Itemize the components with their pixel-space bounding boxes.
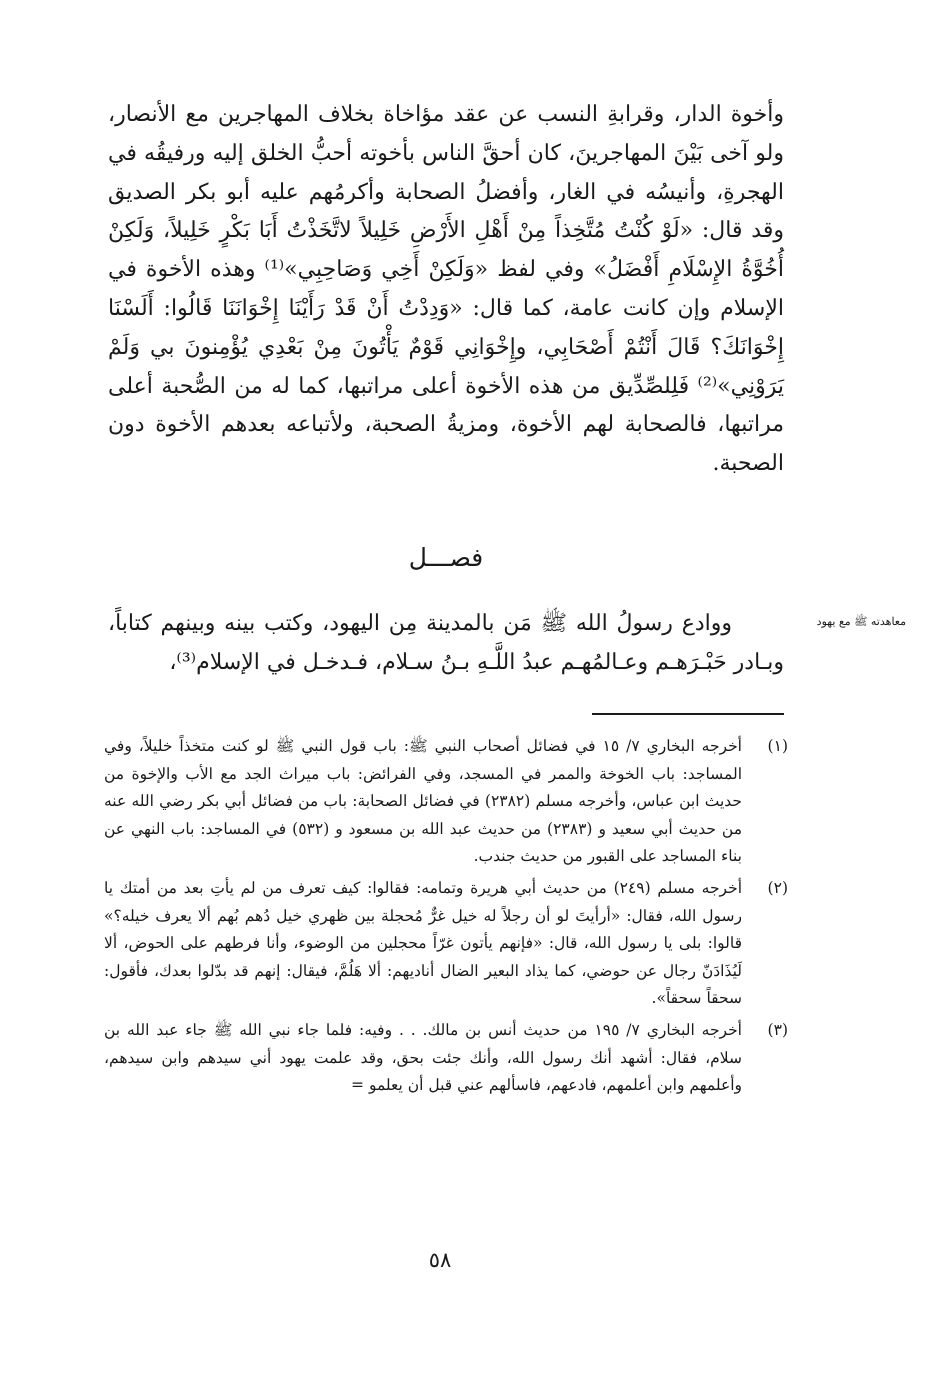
- section-paragraph: ووادع رسولُ الله ﷺ مَن بالمدينة مِن اليهود، وكتب بينه وبينهم كتاباً، وبـادر حَبْـرَهـم وعـالمُهـم عبدُ اللَّـهِ بـنُ سـلام، فـدخـل في الإسلام⁽³⁾،: [108, 611, 784, 675]
- margin-note: معاهدته ﷺ مع يهود: [816, 615, 906, 628]
- footnote-number: (١): [767, 737, 788, 755]
- footnote-text: أخرجه مسلم (٢٤٩) من حديث أبي هريرة وتمامه: فقالوا: كيف تعرف من لم يأتِ بعد من أمتك يا رسول الله، فقال: «أرأيتَ لو أن رجلاً له خيل غرٌّ مُحجلة بين ظهري خيل دُهم بُهم ألا يعرف خيله؟» قالوا: بلى يا رسول الله، قال: «فإنهم يأتون غرّاً محجلين من الوضوء، وأنا فرطهم على الحوض، ألا لَيُذَادَنّ رجال عن حوضي، كما يذاد البعير الضال أناديهم: ألا هَلُمَّ، فيقال: إنهم قد بدّلوا بعدك، فأقول: سحقاً سحقاً».: [104, 878, 742, 1008]
- section-heading: فصـــل: [408, 543, 484, 572]
- footnote-3: [104, 1017, 788, 1100]
- footnote-text: أخرجه البخاري ٧/ ١٥ في فضائل أصحاب النبي ﷺ: باب قول النبي ﷺ لو كنت متخذاً خليلاً، وفي المساجد: باب الخوخة والممر في المسجد، وفي الفرائض: باب ميراث الجد مع الأب والإخوة من حديث ابن عباس، وأخرجه مسلم (٢٣٨٢) في فضائل الصحابة: باب من فضائل أبي بكر رضي الله عنه من حديث أبي سعيد و (٢٣٨٣) من حديث عبد الله بن مسعود و (٥٣٢) في المساجد: باب النهي عن بناء المساجد على القبور من حديث جندب.: [104, 737, 743, 866]
- footnote-number: (٣): [767, 1020, 788, 1039]
- page-number: ٥٨: [428, 1248, 452, 1272]
- footnote-number: (٢): [767, 878, 788, 897]
- section-text-block: [108, 604, 784, 682]
- footnote-2: [104, 875, 788, 1013]
- main-paragraph: وأخوة الدار، وقرابةِ النسب عن عقد مؤاخاة بخلاف المهاجرين مع الأنصار، ولو آخى بَيْنَ المهاجرينَ، كان أحقَّ الناس بأخوته أحبُّ الخلق إليه ورفيقُه في الهجرةِ، وأنيسُه في الغار، وأفضلُ الصحابة وأكرمُهم عليه أبو بكر الصديق وقد قال: «لَوْ كُنْتُ مُتَّخِذاً مِنْ أَهْلِ الأَرْضِ خَلِيلاً لاتَّخَذْتُ أَبَا بَكْرٍ خَلِيلاً، وَلَكِنْ أُخُوَّةُ الإِسْلَامِ أَفْضَلُ» وفي لفظ «وَلَكِنْ أَخِي وَصَاحِبِي»⁽¹⁾ وهذه الأخوة في الإسلام وإن كانت عامة، كما قال: «وَدِدْتُ أَنْ قَدْ رَأَيْنَا إِخْوَانَنَا قَالُوا: أَلَسْنَا إِخْوَانَكَ؟ قَالَ أَنْتُمْ أَصْحَابِي، وإِخْوَانِي قَوْمٌ يَأْتُونَ مِنْ بَعْدِي يُؤْمِنونَ بي وَلَمْ يَرَوْنِي»⁽²⁾ فَلِلصِّدِّيق من هذه الأخوة أعلى مراتبها، كما له من الصُّحبة أعلى مراتبها، فالصحابة لهم الأخوة، ومزيةُ الصحبة، ولأتباعه بعدهم الأخوة دون الصحبة.: [108, 102, 784, 477]
- footnote-1: [104, 733, 788, 871]
- footnote-text: أخرجه البخاري ٧/ ١٩٥ من حديث أنس بن مالك. . . وفيه: فلما جاء نبي الله ﷺ جاء عبد الله بن سلام، فقال: أشهد أنك رسول الله، وأنك جئت بحق، وقد علمت يهود أني سيدهم وابن سيدهم، وأعلمهم وابن أعلمهم، فادعهم، فاسألهم عني قبل أن يعلمو =: [104, 1020, 742, 1095]
- footnote-separator: [592, 713, 784, 715]
- footnotes: [104, 733, 788, 1104]
- main-text-block: [108, 96, 784, 484]
